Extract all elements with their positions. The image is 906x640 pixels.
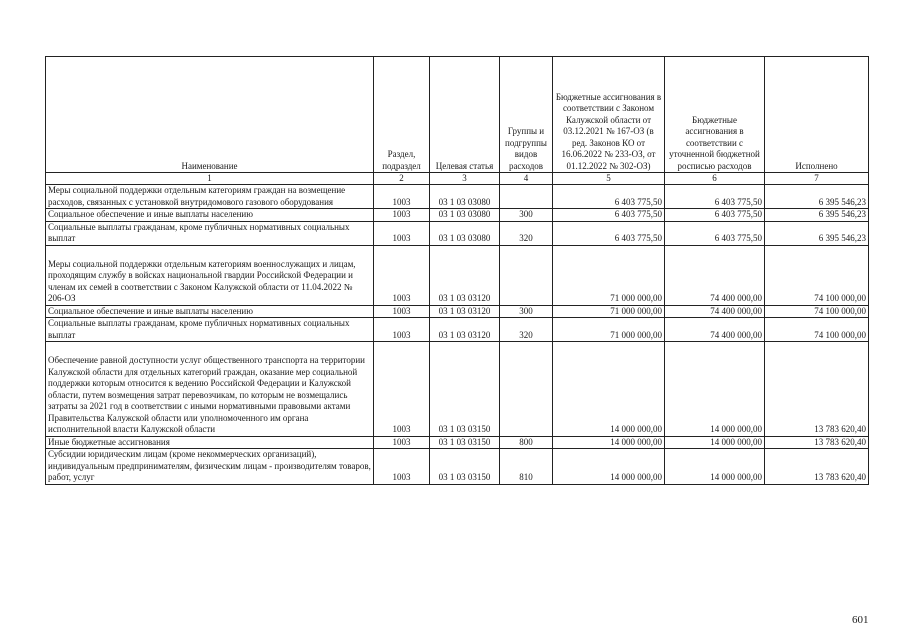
header-refined-appropriations: Бюджетные ассигнования в соответствии с уточненной бюджетной росписью расходов [665,57,765,173]
row-section: 1003 [374,185,430,209]
row-group [500,245,553,305]
row-executed: 74 100 000,00 [765,318,869,342]
row-name: Меры социальной поддержки отдельным категориям военнослужащих и лицам, проходящим службу в войсках национальной гвардии Российской Федерации и членам их семей в соответствии с Законом Калужской области от 11.04.2022 № 206-ОЗ [46,245,374,305]
row-name: Социальные выплаты гражданам, кроме публичных нормативных социальных выплат [46,318,374,342]
row-refined: 14 000 000,00 [665,449,765,485]
row-group: 320 [500,318,553,342]
row-article: 03 1 03 03120 [430,305,500,318]
row-name: Социальное обеспечение и иные выплаты населению [46,305,374,318]
row-group [500,342,553,437]
table-row [46,342,869,437]
row-name: Меры социальной поддержки отдельным категориям граждан на возмещение расходов, связанных с установкой внутридомового газового оборудования [46,185,374,209]
page-number: 601 [852,614,869,626]
row-section: 1003 [374,342,430,437]
row-name: Иные бюджетные ассигнования [46,436,374,449]
row-refined: 14 000 000,00 [665,436,765,449]
row-refined: 74 400 000,00 [665,245,765,305]
column-number: 4 [500,173,553,185]
header-expense-group: Группы и подгруппы видов расходов [500,57,553,173]
column-number: 7 [765,173,869,185]
row-article: 03 1 03 03080 [430,221,500,245]
row-article: 03 1 03 03080 [430,185,500,209]
row-group: 810 [500,449,553,485]
row-group: 320 [500,221,553,245]
table-row [46,305,869,318]
column-number: 6 [665,173,765,185]
row-section: 1003 [374,245,430,305]
row-planned: 71 000 000,00 [553,305,665,318]
row-executed: 6 395 546,23 [765,185,869,209]
row-planned: 6 403 775,50 [553,185,665,209]
budget-execution-table [45,56,869,485]
row-article: 03 1 03 03150 [430,342,500,437]
row-article: 03 1 03 03120 [430,245,500,305]
table-row [46,318,869,342]
row-article: 03 1 03 03080 [430,209,500,222]
row-name: Социальные выплаты гражданам, кроме публичных нормативных социальных выплат [46,221,374,245]
row-executed: 6 395 546,23 [765,209,869,222]
row-group: 300 [500,209,553,222]
row-planned: 14 000 000,00 [553,436,665,449]
row-section: 1003 [374,221,430,245]
column-number: 5 [553,173,665,185]
header-name: Наименование [46,57,374,173]
row-planned: 14 000 000,00 [553,449,665,485]
header-row [46,57,869,173]
row-article: 03 1 03 03150 [430,436,500,449]
row-executed: 13 783 620,40 [765,449,869,485]
table-row [46,436,869,449]
row-group [500,185,553,209]
row-section: 1003 [374,209,430,222]
row-executed: 74 100 000,00 [765,245,869,305]
row-article: 03 1 03 03120 [430,318,500,342]
row-name: Социальное обеспечение и иные выплаты населению [46,209,374,222]
row-article: 03 1 03 03150 [430,449,500,485]
row-planned: 71 000 000,00 [553,318,665,342]
row-name: Субсидии юридическим лицам (кроме некоммерческих организаций), индивидуальным предпринимателям, физическим лицам - производителям товаров, работ, услуг [46,449,374,485]
row-executed: 74 100 000,00 [765,305,869,318]
table-row [46,449,869,485]
header-article: Целевая статья [430,57,500,173]
header-section: Раздел, подраздел [374,57,430,173]
row-planned: 71 000 000,00 [553,245,665,305]
row-planned: 6 403 775,50 [553,221,665,245]
row-refined: 6 403 775,50 [665,209,765,222]
row-executed: 13 783 620,40 [765,342,869,437]
row-executed: 6 395 546,23 [765,221,869,245]
row-refined: 6 403 775,50 [665,221,765,245]
table-row [46,185,869,209]
row-section: 1003 [374,449,430,485]
table-row [46,245,869,305]
row-refined: 14 000 000,00 [665,342,765,437]
column-number: 2 [374,173,430,185]
row-refined: 6 403 775,50 [665,185,765,209]
column-number: 1 [46,173,374,185]
row-refined: 74 400 000,00 [665,305,765,318]
header-planned-appropriations: Бюджетные ассигнования в соответствии с Законом Калужской области от 03.12.2021 № 167-ОЗ (в ред. Законов КО от 16.06.2022 № 233-ОЗ, от 01.12.2022 № 302-ОЗ) [553,57,665,173]
row-executed: 13 783 620,40 [765,436,869,449]
header-executed: Исполнено [765,57,869,173]
column-number: 3 [430,173,500,185]
row-refined: 74 400 000,00 [665,318,765,342]
row-section: 1003 [374,318,430,342]
table-row [46,221,869,245]
row-planned: 14 000 000,00 [553,342,665,437]
row-group: 800 [500,436,553,449]
row-section: 1003 [374,305,430,318]
column-number-row [46,173,869,185]
row-group: 300 [500,305,553,318]
table-row [46,209,869,222]
row-planned: 6 403 775,50 [553,209,665,222]
row-name: Обеспечение равной доступности услуг общественного транспорта на территории Калужской области для отдельных категорий граждан, оказание мер социальной поддержки которым относится к ведению Российской Федерации и Калужской области, путем возмещения затрат перевозчикам, по которым не возмещались затраты за 2021 год в соответствии с иными нормативными правовыми актами Правительства Калужской области или уполномоченного им органа исполнительной власти Калужской области [46,342,374,437]
row-section: 1003 [374,436,430,449]
